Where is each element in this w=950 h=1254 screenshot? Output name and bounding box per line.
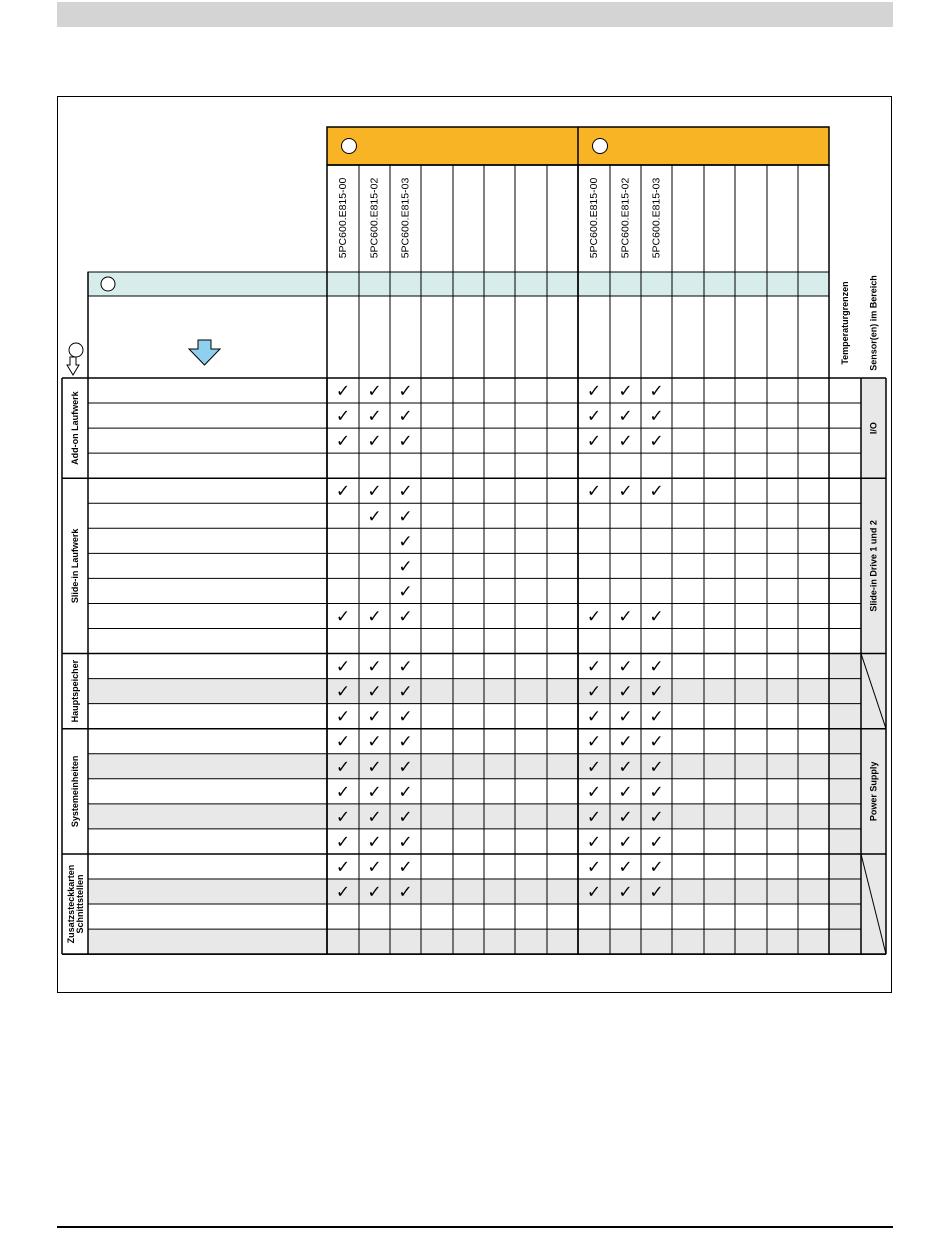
section-label: Systemeinheiten — [70, 755, 80, 828]
check-mark: ✓ — [618, 431, 633, 452]
check-mark: ✓ — [367, 657, 382, 678]
check-mark: ✓ — [649, 857, 664, 878]
check-mark: ✓ — [367, 782, 382, 803]
check-mark: ✓ — [335, 857, 351, 878]
check-mark: ✓ — [618, 657, 633, 678]
check-mark: ✓ — [618, 807, 633, 828]
temperature-shading — [829, 654, 861, 729]
row-shading — [88, 879, 861, 904]
check-mark: ✓ — [335, 406, 351, 427]
check-mark: ✓ — [618, 606, 633, 627]
check-mark: ✓ — [649, 782, 664, 803]
model-label: 5PC600.E815-00 — [337, 177, 349, 259]
check-mark: ✓ — [586, 807, 602, 828]
model-label: 5PC600.E815-02 — [619, 177, 632, 259]
check-mark: ✓ — [586, 381, 602, 402]
check-mark: ✓ — [618, 381, 633, 402]
check-mark: ✓ — [586, 707, 602, 728]
check-mark: ✓ — [398, 581, 413, 602]
check-mark: ✓ — [335, 682, 351, 703]
check-mark: ✓ — [618, 481, 633, 502]
check-mark: ✓ — [398, 832, 413, 853]
check-mark: ✓ — [335, 431, 351, 452]
row-shading — [88, 754, 861, 779]
check-mark: ✓ — [335, 882, 351, 903]
check-mark: ✓ — [398, 757, 413, 778]
check-mark: ✓ — [649, 431, 664, 452]
side-arrow-icon — [67, 357, 79, 375]
check-mark: ✓ — [586, 832, 602, 853]
check-mark: ✓ — [335, 832, 351, 853]
check-mark: ✓ — [649, 606, 664, 627]
check-mark: ✓ — [618, 406, 633, 427]
model-label: 5PC600.E815-00 — [588, 177, 600, 259]
check-mark: ✓ — [398, 556, 413, 577]
section-label: Add-on Laufwerk — [70, 391, 80, 465]
check-mark: ✓ — [398, 531, 413, 552]
group-circle-icon — [342, 139, 357, 154]
check-mark: ✓ — [367, 707, 382, 728]
row-shading — [88, 804, 861, 829]
check-mark: ✓ — [367, 431, 382, 452]
check-mark: ✓ — [367, 732, 382, 753]
check-mark: ✓ — [398, 431, 413, 452]
banner-circle-icon — [101, 277, 115, 291]
check-mark: ✓ — [649, 381, 664, 402]
check-mark: ✓ — [586, 732, 602, 753]
check-mark: ✓ — [367, 481, 382, 502]
check-mark: ✓ — [649, 682, 664, 703]
check-mark: ✓ — [649, 882, 664, 903]
check-mark: ✓ — [398, 707, 413, 728]
teal-band — [88, 272, 829, 296]
check-mark: ✓ — [367, 807, 382, 828]
check-mark: ✓ — [618, 707, 633, 728]
check-mark: ✓ — [367, 857, 382, 878]
sensor-group-label: Power Supply — [868, 761, 879, 822]
check-mark: ✓ — [649, 757, 664, 778]
check-mark: ✓ — [618, 732, 633, 753]
model-label: 5PC600.E815-03 — [650, 177, 663, 259]
check-mark: ✓ — [367, 381, 382, 402]
check-mark: ✓ — [398, 857, 413, 878]
check-mark: ✓ — [367, 506, 382, 527]
check-mark: ✓ — [335, 381, 351, 402]
check-mark: ✓ — [398, 381, 413, 402]
check-mark: ✓ — [335, 707, 351, 728]
check-mark: ✓ — [367, 682, 382, 703]
check-mark: ✓ — [398, 782, 413, 803]
check-mark: ✓ — [649, 657, 664, 678]
check-mark: ✓ — [649, 707, 664, 728]
check-mark: ✓ — [335, 732, 351, 753]
check-mark: ✓ — [398, 406, 413, 427]
check-mark: ✓ — [586, 406, 602, 427]
check-mark: ✓ — [367, 757, 382, 778]
check-mark: ✓ — [398, 882, 413, 903]
check-mark: ✓ — [586, 857, 602, 878]
model-label: 5PC600.E815-03 — [399, 177, 412, 259]
section-label: Schnittstellen — [75, 874, 85, 934]
check-mark: ✓ — [618, 857, 633, 878]
row-shading — [88, 929, 861, 954]
sensor-header: Sensor(en) im Bereich — [868, 275, 879, 371]
check-mark: ✓ — [649, 732, 664, 753]
section-label: Slide-in Laufwerk — [70, 528, 80, 604]
check-mark: ✓ — [586, 757, 602, 778]
model-label: 5PC600.E815-02 — [368, 177, 381, 259]
check-mark: ✓ — [398, 807, 413, 828]
check-mark: ✓ — [398, 657, 413, 678]
down-arrow-icon — [189, 340, 220, 365]
check-mark: ✓ — [335, 657, 351, 678]
check-mark: ✓ — [586, 431, 602, 452]
check-mark: ✓ — [335, 606, 351, 627]
section-label: Hauptspeicher — [70, 659, 80, 723]
check-mark: ✓ — [398, 481, 413, 502]
check-mark: ✓ — [335, 782, 351, 803]
check-mark: ✓ — [618, 882, 633, 903]
check-mark: ✓ — [367, 882, 382, 903]
check-mark: ✓ — [335, 481, 351, 502]
temperature-shading — [829, 729, 861, 854]
check-mark: ✓ — [398, 682, 413, 703]
check-mark: ✓ — [618, 832, 633, 853]
check-mark: ✓ — [618, 757, 633, 778]
check-mark: ✓ — [367, 606, 382, 627]
check-mark: ✓ — [398, 606, 413, 627]
check-mark: ✓ — [398, 732, 413, 753]
side-circle-icon — [69, 343, 83, 357]
check-mark: ✓ — [649, 406, 664, 427]
check-mark: ✓ — [586, 481, 602, 502]
check-mark: ✓ — [649, 481, 664, 502]
row-shading — [88, 679, 861, 704]
check-mark: ✓ — [367, 832, 382, 853]
check-mark: ✓ — [586, 657, 602, 678]
temperature-header: Temperaturgrenzen — [840, 281, 850, 365]
check-mark: ✓ — [586, 682, 602, 703]
check-mark: ✓ — [649, 807, 664, 828]
check-mark: ✓ — [618, 782, 633, 803]
footer-rule — [57, 1226, 893, 1228]
check-mark: ✓ — [586, 606, 602, 627]
sensor-group-label: Slide-in Drive 1 und 2 — [868, 520, 879, 612]
group-circle-icon — [593, 139, 608, 154]
check-mark: ✓ — [335, 807, 351, 828]
check-mark: ✓ — [335, 757, 351, 778]
check-mark: ✓ — [398, 506, 413, 527]
check-mark: ✓ — [586, 782, 602, 803]
check-mark: ✓ — [649, 832, 664, 853]
sensor-group-label: I/O — [868, 422, 879, 435]
check-mark: ✓ — [367, 406, 382, 427]
section-label: Zusatzsteckkarten — [66, 864, 76, 944]
check-mark: ✓ — [586, 882, 602, 903]
check-mark: ✓ — [618, 682, 633, 703]
